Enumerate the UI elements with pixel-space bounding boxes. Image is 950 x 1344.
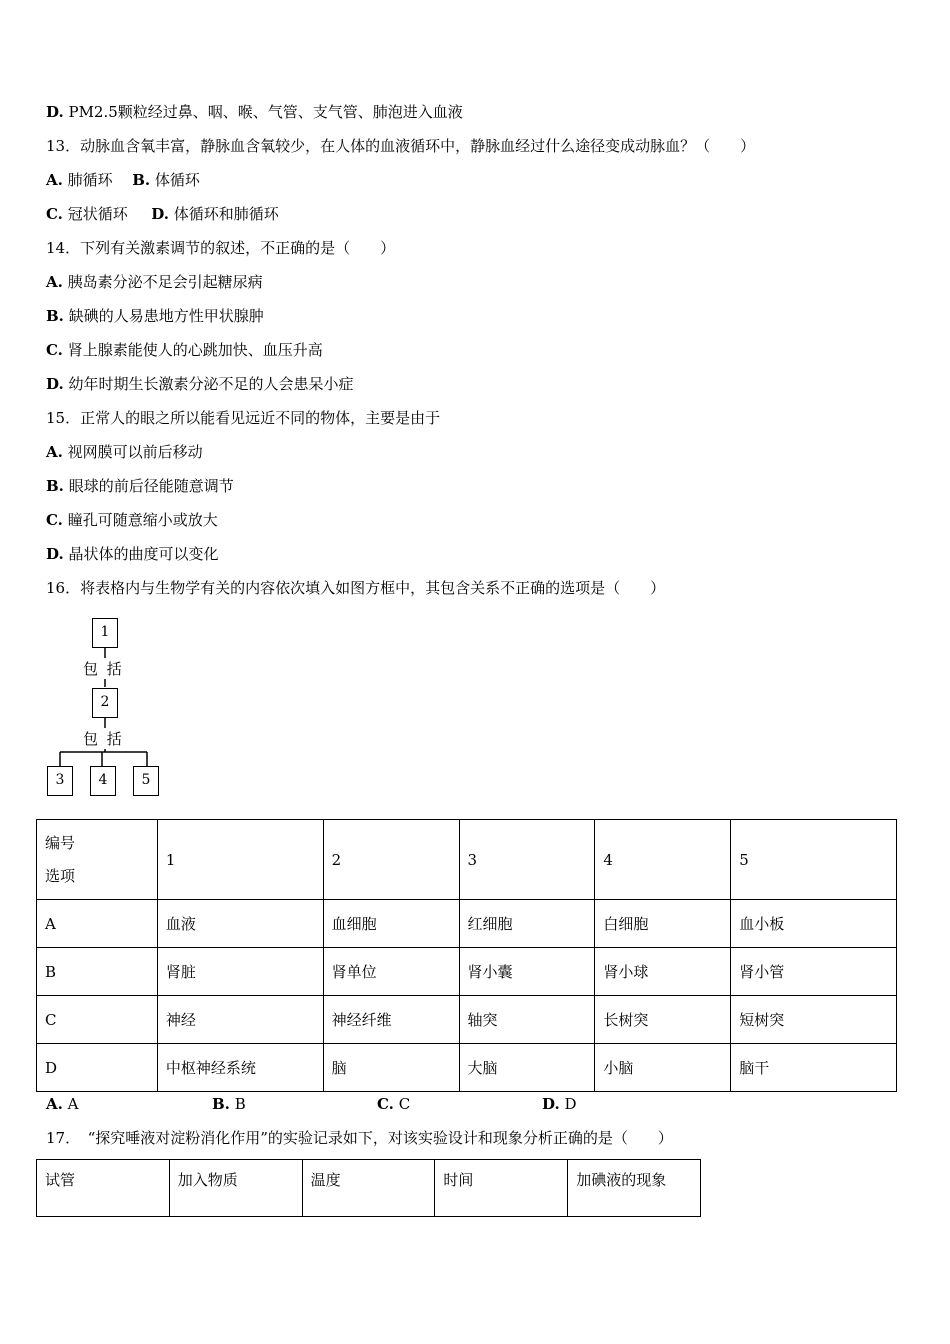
q14-option-a bbox=[46, 272, 263, 292]
option-text: PM2.5颗粒经过鼻、咽、喉、气管、支气管、肺泡进入血液 bbox=[68, 103, 463, 121]
diagram-label-include: 包 括 bbox=[83, 730, 124, 748]
q13-stem: 13．动脉血含氧丰富，静脉血含氧较少，在人体的血液循环中，静脉血经过什么途径变成动脉血？（ ） bbox=[46, 137, 756, 155]
table-cell: 轴突 bbox=[459, 996, 595, 1044]
option-letter: D. bbox=[151, 205, 169, 223]
table-cell: 红细胞 bbox=[459, 900, 595, 948]
option-text: 瞳孔可随意缩小或放大 bbox=[67, 511, 218, 529]
option-text: 缺碘的人易患地方性甲状腺肿 bbox=[68, 307, 264, 325]
option-text: D bbox=[564, 1095, 577, 1113]
q16-answer-c bbox=[377, 1094, 410, 1114]
option-text: 冠状循环 bbox=[67, 205, 128, 223]
table-cell: 肾小球 bbox=[595, 948, 731, 996]
q15-stem: 15．正常人的眼之所以能看见远近不同的物体，主要是由于 bbox=[46, 409, 441, 427]
header-cell: 4 bbox=[595, 820, 731, 900]
table-cell: 脑干 bbox=[731, 1044, 897, 1092]
header-cell: 温度 bbox=[302, 1160, 435, 1217]
q16-answer-a bbox=[46, 1094, 79, 1114]
q15-option-d bbox=[46, 544, 219, 564]
header-cell: 加入物质 bbox=[169, 1160, 302, 1217]
option-text: 体循环和肺循环 bbox=[173, 205, 279, 223]
q12-option-d bbox=[46, 102, 463, 122]
option-letter: B. bbox=[132, 171, 151, 189]
q15-option-c bbox=[46, 510, 218, 530]
header-corner-top: 编号 bbox=[45, 833, 76, 852]
option-text: B bbox=[234, 1095, 246, 1113]
table-cell: 肾单位 bbox=[323, 948, 459, 996]
q14-option-c bbox=[46, 340, 323, 360]
q17-table bbox=[36, 1159, 701, 1217]
table-cell: 脑 bbox=[323, 1044, 459, 1092]
option-letter: D. bbox=[542, 1095, 560, 1113]
q16-answer-b bbox=[212, 1094, 246, 1114]
diagram-box-4: 4 bbox=[90, 766, 116, 796]
table-row bbox=[37, 996, 897, 1044]
option-letter: A. bbox=[46, 443, 63, 461]
option-letter: A. bbox=[46, 273, 63, 291]
option-letter: C. bbox=[377, 1095, 394, 1113]
table-cell: 肾小管 bbox=[731, 948, 897, 996]
table-cell: B bbox=[37, 948, 158, 996]
option-text: 体循环 bbox=[154, 171, 200, 189]
q15-option-b bbox=[46, 476, 234, 496]
header-cell: 试管 bbox=[37, 1160, 170, 1217]
inclusion-diagram bbox=[40, 612, 180, 802]
option-letter: B. bbox=[46, 307, 64, 325]
table-cell: A bbox=[37, 900, 158, 948]
table-cell: 长树突 bbox=[595, 996, 731, 1044]
table-cell: 短树突 bbox=[731, 996, 897, 1044]
table-header-row bbox=[37, 1160, 701, 1217]
option-text: C bbox=[398, 1095, 411, 1113]
table-cell: 肾脏 bbox=[157, 948, 323, 996]
option-text: 幼年时期生长激素分泌不足的人会患呆小症 bbox=[68, 375, 354, 393]
table-row bbox=[37, 1044, 897, 1092]
option-letter: B. bbox=[212, 1095, 230, 1113]
table-cell: D bbox=[37, 1044, 158, 1092]
option-text: 肾上腺素能使人的心跳加快、血压升高 bbox=[67, 341, 323, 359]
q16-table bbox=[36, 819, 897, 1092]
header-cell: 3 bbox=[459, 820, 595, 900]
table-cell: 大脑 bbox=[459, 1044, 595, 1092]
q13-options-row1 bbox=[46, 170, 200, 190]
option-text: 肺循环 bbox=[67, 171, 113, 189]
q14-stem: 14．下列有关激素调节的叙述，不正确的是（ ） bbox=[46, 239, 396, 257]
table-row bbox=[37, 900, 897, 948]
table-cell: 中枢神经系统 bbox=[157, 1044, 323, 1092]
header-cell: 1 bbox=[157, 820, 323, 900]
q15-option-a bbox=[46, 442, 203, 462]
header-cell: 5 bbox=[731, 820, 897, 900]
header-cell: 2 bbox=[323, 820, 459, 900]
option-text: 眼球的前后径能随意调节 bbox=[68, 477, 234, 495]
table-cell: 肾小囊 bbox=[459, 948, 595, 996]
header-cell: 时间 bbox=[435, 1160, 568, 1217]
table-cell: 血细胞 bbox=[323, 900, 459, 948]
q16-answer-d bbox=[542, 1094, 577, 1114]
diagram-label-include: 包 括 bbox=[83, 660, 124, 678]
table-cell: 血液 bbox=[157, 900, 323, 948]
option-letter: A. bbox=[46, 1095, 63, 1113]
option-text: A bbox=[67, 1095, 79, 1113]
option-letter: C. bbox=[46, 511, 63, 529]
option-text: 晶状体的曲度可以变化 bbox=[68, 545, 219, 563]
table-cell: 血小板 bbox=[731, 900, 897, 948]
header-corner-cell bbox=[37, 820, 158, 900]
option-letter: D. bbox=[46, 545, 64, 563]
q16-stem: 16．将表格内与生物学有关的内容依次填入如图方框中，其包含关系不正确的选项是（ ） bbox=[46, 579, 666, 597]
table-cell: 神经纤维 bbox=[323, 996, 459, 1044]
q14-option-b bbox=[46, 306, 264, 326]
option-letter: C. bbox=[46, 341, 63, 359]
table-cell: 白细胞 bbox=[595, 900, 731, 948]
table-cell: C bbox=[37, 996, 158, 1044]
table-header-row bbox=[37, 820, 897, 900]
option-letter: D. bbox=[46, 103, 64, 121]
table-cell: 小脑 bbox=[595, 1044, 731, 1092]
header-cell: 加碘液的现象 bbox=[568, 1160, 701, 1217]
header-corner-bottom: 选项 bbox=[45, 866, 76, 885]
diagram-box-5: 5 bbox=[133, 766, 159, 796]
q13-options-row2 bbox=[46, 204, 279, 224]
option-text: 视网膜可以前后移动 bbox=[67, 443, 203, 461]
table-cell: 神经 bbox=[157, 996, 323, 1044]
option-letter: A. bbox=[46, 171, 63, 189]
q14-option-d bbox=[46, 374, 354, 394]
option-letter: C. bbox=[46, 205, 63, 223]
diagram-box-3: 3 bbox=[47, 766, 73, 796]
option-text: 胰岛素分泌不足会引起糖尿病 bbox=[67, 273, 263, 291]
q17-stem: 17． “探究唾液对淀粉消化作用”的实验记录如下，对该实验设计和现象分析正确的是（ ） bbox=[46, 1129, 673, 1147]
diagram-box-1: 1 bbox=[92, 618, 118, 648]
option-letter: D. bbox=[46, 375, 64, 393]
table-row bbox=[37, 948, 897, 996]
diagram-box-2: 2 bbox=[92, 688, 118, 718]
option-letter: B. bbox=[46, 477, 64, 495]
